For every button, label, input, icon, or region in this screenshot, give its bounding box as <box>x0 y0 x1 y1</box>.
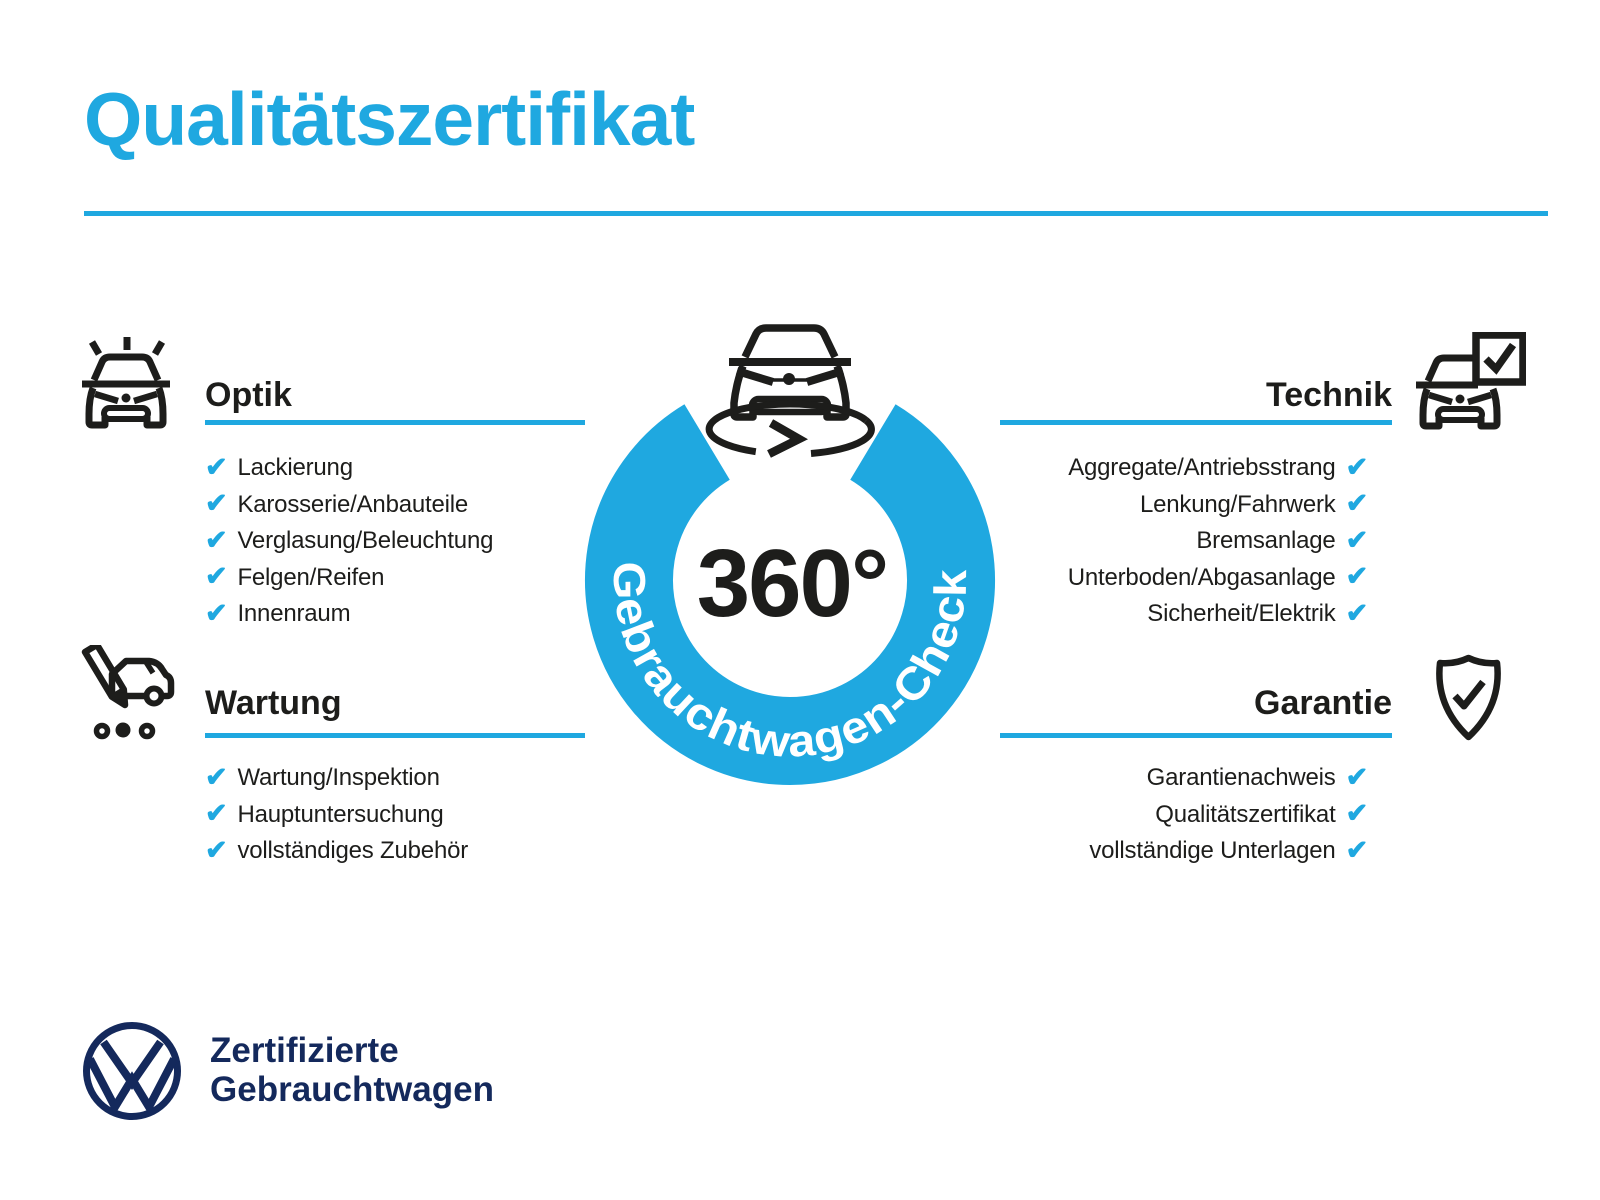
section-header-wartung: Wartung <box>205 684 342 722</box>
check-item <box>205 450 585 487</box>
section-divider-garantie <box>1000 733 1392 738</box>
car-checkbox-icon <box>1414 332 1526 434</box>
check-item <box>1000 760 1368 797</box>
check-item-label: Aggregate/Antriebsstrang <box>1068 454 1336 482</box>
section-header-technik: Technik <box>1266 376 1392 414</box>
check-icon: ✔ <box>205 834 228 865</box>
shield-check-icon <box>1430 653 1508 745</box>
ring-label: Gebrauchtwagen-Check <box>603 561 977 767</box>
check-list-wartung <box>205 760 585 870</box>
car-shine-icon <box>78 334 174 432</box>
check-icon: ✔ <box>205 798 228 829</box>
check-icon: ✔ <box>1345 524 1368 555</box>
check-item-label: Garantienachweis <box>1146 764 1336 792</box>
check-item-label: Verglasung/Beleuchtung <box>237 527 494 555</box>
check-item <box>1000 523 1368 560</box>
brand-line-1: Zertifizierte <box>210 1031 399 1070</box>
check-icon: ✔ <box>205 451 228 482</box>
brand-text <box>210 1031 494 1109</box>
section-divider-technik <box>1000 420 1392 425</box>
section-header-garantie: Garantie <box>1254 684 1392 722</box>
check-item-label: Bremsanlage <box>1196 527 1336 555</box>
check-list-technik <box>1000 450 1368 633</box>
check-icon: ✔ <box>205 488 228 519</box>
check-item <box>205 487 585 524</box>
check-item <box>205 833 585 870</box>
check-list-garantie <box>1000 760 1368 870</box>
check-icon: ✔ <box>1345 451 1368 482</box>
check-item <box>205 760 585 797</box>
check-icon: ✔ <box>1345 761 1368 792</box>
check-icon: ✔ <box>1345 597 1368 628</box>
check-icon: ✔ <box>1345 834 1368 865</box>
car-pencil-icon <box>76 645 180 745</box>
check-icon: ✔ <box>205 597 228 628</box>
check-item-label: Wartung/Inspektion <box>237 764 440 792</box>
degrees-label: 360° <box>696 530 888 637</box>
check-item-label: Lackierung <box>237 454 353 482</box>
brand-line-2: Gebrauchtwagen <box>210 1070 494 1109</box>
check-icon: ✔ <box>1345 561 1368 592</box>
check-icon: ✔ <box>1345 798 1368 829</box>
check-list-optik <box>205 450 585 633</box>
check-item-label: Felgen/Reifen <box>237 563 385 591</box>
check-icon: ✔ <box>205 524 228 555</box>
title-divider <box>84 211 1548 216</box>
check-item <box>1000 487 1368 524</box>
check-item-label: Unterboden/Abgasanlage <box>1067 563 1336 591</box>
check-item-label: Innenraum <box>237 600 351 628</box>
check-item <box>1000 560 1368 597</box>
check-icon: ✔ <box>205 761 228 792</box>
check-item-label: Qualitätszertifikat <box>1155 800 1336 828</box>
check-item-label: vollständige Unterlagen <box>1089 837 1336 865</box>
section-divider-wartung <box>205 733 585 738</box>
check-item <box>205 797 585 834</box>
car-rotation-icon <box>693 303 887 459</box>
check-item <box>1000 797 1368 834</box>
check-icon: ✔ <box>205 561 228 592</box>
check-item <box>1000 596 1368 633</box>
vw-logo <box>82 1021 182 1121</box>
check-item <box>1000 450 1368 487</box>
section-divider-optik <box>205 420 585 425</box>
check-icon: ✔ <box>1345 488 1368 519</box>
section-header-optik: Optik <box>205 376 292 414</box>
check-item <box>205 560 585 597</box>
check-item-label: Karosserie/Anbauteile <box>237 490 469 518</box>
check-item-label: vollständiges Zubehör <box>237 837 469 865</box>
check-item-label: Hauptuntersuchung <box>237 800 444 828</box>
check-item <box>205 523 585 560</box>
check-item-label: Sicherheit/Elektrik <box>1147 600 1336 628</box>
check-item <box>205 596 585 633</box>
page-title: Qualitätszertifikat <box>84 77 695 161</box>
check-item-label: Lenkung/Fahrwerk <box>1139 490 1336 518</box>
check-item <box>1000 833 1368 870</box>
